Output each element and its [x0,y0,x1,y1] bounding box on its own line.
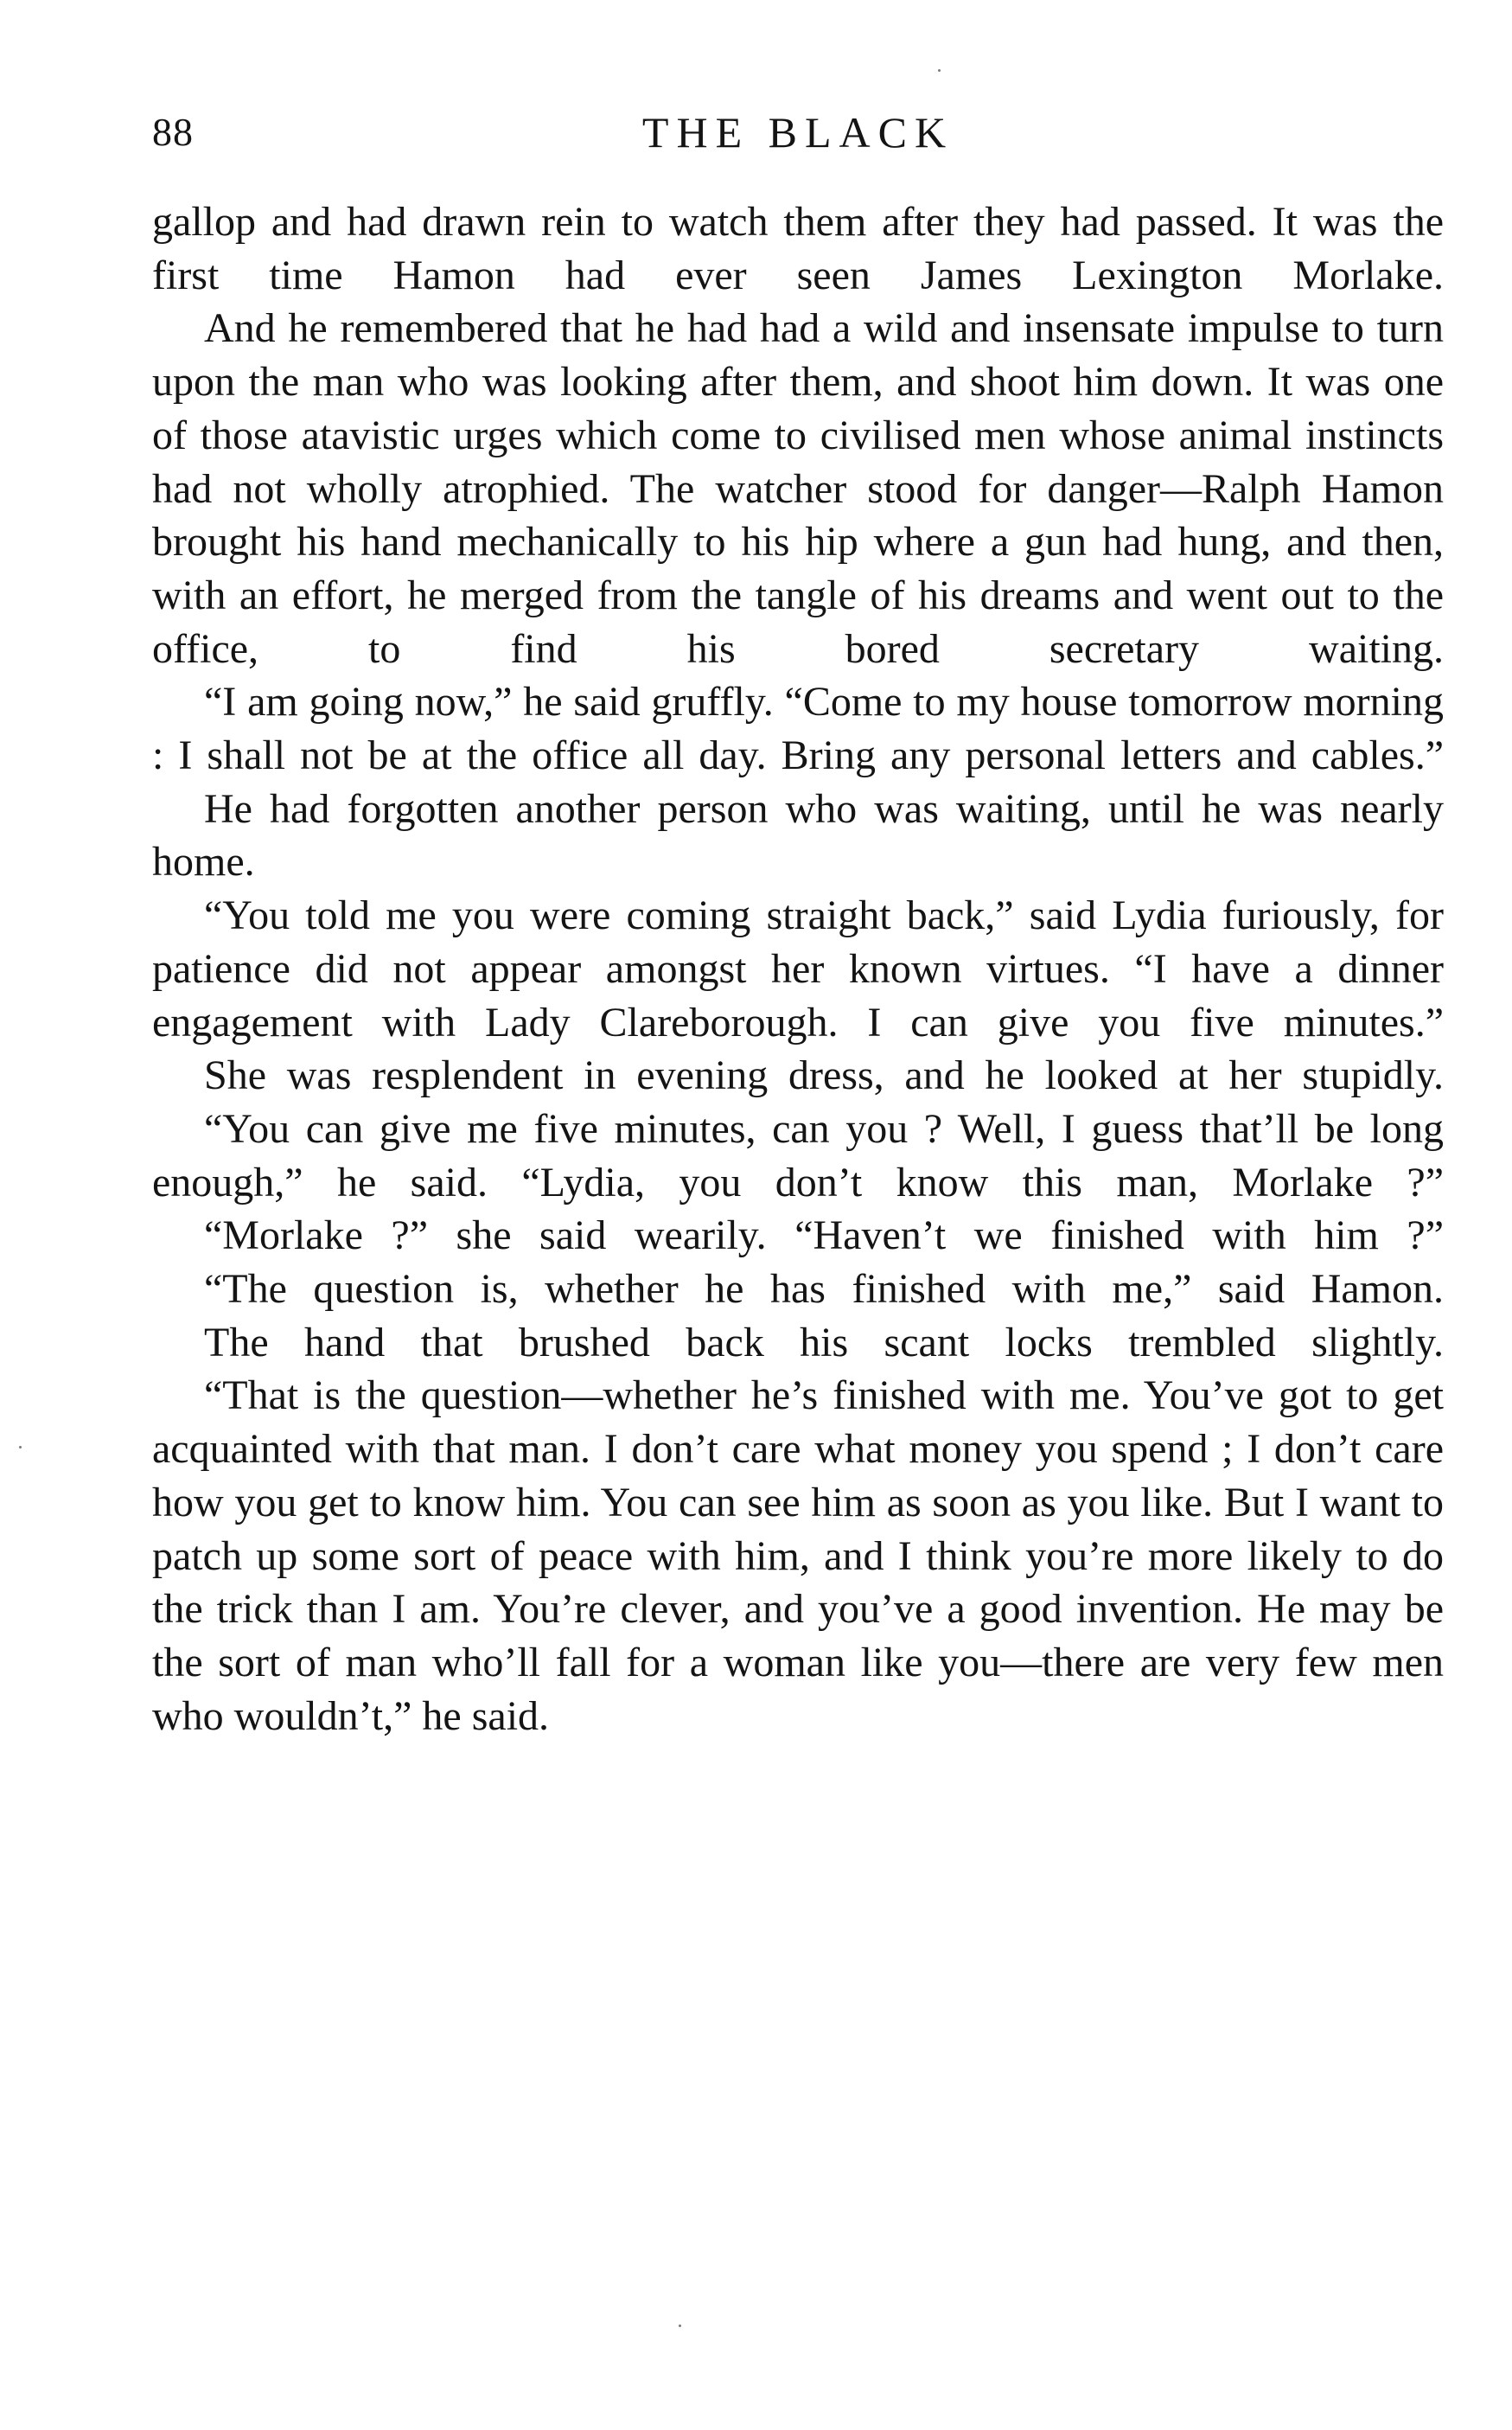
paragraph-morlake-question: “Morlake ?” she said wearily. “Haven’t we finished with him ?” [204,1212,1444,1259]
page-number: 88 [152,110,194,154]
paragraph-finished-with-me: “The question is, whether he has finished with me,” said Hamon. [204,1266,1444,1313]
paragraph-five-minutes: “You can give me five minutes, can you ? Well, I guess that’ll be long enough,” he said. “Lydia, you don’t know this man, Morlake ?” [152,1105,1444,1205]
paragraph-continuation: gallop and had drawn rein to watch them after they had passed. It was the first time Hamon had ever seen James Lexington Morlake. [152,199,1444,298]
body-text [152,195,1444,1743]
paragraph-lydia-furious: “You told me you were coming straight back,” said Lydia furiously, for patience did not appear amongst her known virtues. “I have a dinner engagement with Lady Clareborough. I can give you five minutes.” [152,892,1444,1046]
running-title: THE BLACK [641,108,954,157]
paragraph-resplendent: She was resplendent in evening dress, and he looked at her stupidly. [204,1052,1444,1099]
scan-speck [679,2324,681,2327]
paragraph-atavistic-impulse: And he remembered that he had had a wild and insensate impulse to turn upon the man who was looking after them, and shoot him down. It was one of those atavistic urges which come to civilised men whose animal instincts had not wholly atrophied. The watcher stood for danger—Ralph Hamon brought his hand mechanically to his hip where a gun had hung, and then, with an effort, he merged from the tangle of his dreams and went out to the office, to find his bored secretary waiting. [152,305,1444,672]
scan-speck [19,1446,22,1448]
paragraph-forgotten-person: He had forgotten another person who was waiting, until he was nearly home. [152,785,1444,886]
paragraph-trembling-hand: The hand that brushed back his scant locks trembled slightly. [204,1319,1444,1365]
scan-speck [938,69,941,72]
paragraph-going-now: “I am going now,” he said gruffly. “Come to my house tomorrow morning : I shall not be at the office all day. Bring any personal letters and cables.” [152,679,1444,779]
paragraph-patch-up-peace: “That is the question—whether he’s finished with me. You’ve got to get acquainted with that man. I don’t care what money you spend ; I don’t care how you get to know him. You can see him as soon as you like. But I want to patch up some sort of peace with him, and I think you’re more likely to do the trick than I am. You’re clever, and you’ve a good invention. He may be the sort of man who’ll fall for a woman like you—there are very few men who wouldn’t,” he said. [152,1372,1444,1739]
running-head [152,102,1444,163]
